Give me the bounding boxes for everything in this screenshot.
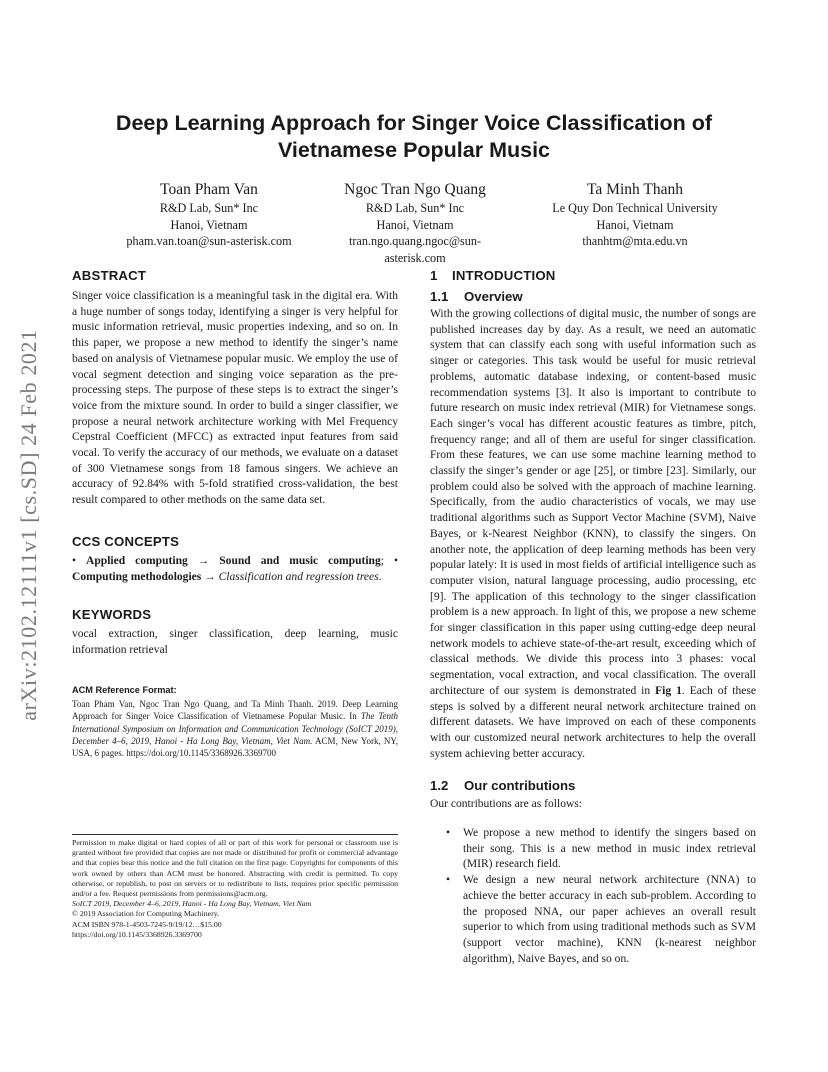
list-item-text: We propose a new method to identify the singers based on their song. This is a new method in music index retrieval (MIR) research field. bbox=[463, 827, 756, 871]
contributions-list bbox=[440, 826, 756, 967]
author-name: Ngoc Tran Ngo Quang bbox=[344, 181, 486, 198]
section-number: 1 bbox=[430, 268, 438, 283]
overview-text-cont: . Each of these steps is solved by a different neural network architecture trained on different datasets. We have improved on each of these components with our customized neural network architectures to help the overall system achieving better accuracy. bbox=[430, 684, 757, 760]
ccs-bullet: • bbox=[393, 555, 398, 567]
arxiv-stamp bbox=[10, 290, 48, 760]
title-line-2: Vietnamese Popular Music bbox=[277, 138, 551, 162]
author-name: Toan Pham Van bbox=[160, 181, 258, 198]
ccs-arrow: → bbox=[201, 570, 219, 583]
ccs-bullet: • bbox=[72, 555, 77, 567]
ccs-concept-4: Classification and regression trees bbox=[218, 570, 379, 583]
acm-ref-heading: ACM Reference Format: bbox=[72, 685, 177, 695]
abstract-text: Singer voice classification is a meaningful task in the digital era. With a huge number of songs today, identifying a singer is very helpful for music information retrieval, music properties indexing, and so on. In this paper, we propose a new method to identify the singer’s name based on analysis of Vietnamese popular music. We employ the use of vocal segment detection and singing voice separation as the pre-processing steps. The purpose of these steps is to extract the singer’s voice from the mixture sound. In order to build a singer classifier, we propose a neural network architecture working with Mel Frequency Cepstral Coefficient (MFCC) as extracted input features from said vocal. To verify the accuracy of our methods, we evaluate on a dataset of 300 Vietnamese songs from 18 famous singers. We achieve an accuracy of 92.84% with 5-fold stratified cross-validation, the best result compared to other methods on the same data set. bbox=[72, 290, 398, 507]
arxiv-id: arXiv:2102.12111v1 [cs.SD] 24 Feb 2021 bbox=[16, 329, 41, 721]
subsection-number: 1.2 bbox=[430, 778, 449, 793]
author-location: Hanoi, Vietnam bbox=[376, 217, 454, 232]
keywords-text: vocal extraction, singer classification, deep learning, music information retrieval bbox=[72, 628, 398, 656]
list-item bbox=[440, 873, 756, 967]
author-email: thanhtm@mta.edu.vn bbox=[582, 234, 688, 248]
ccs-concept-2: Sound and music computing bbox=[219, 555, 381, 567]
subsection-number: 1.1 bbox=[430, 289, 449, 304]
footnote-rule bbox=[72, 834, 398, 835]
acm-ref-venue: The Tenth International Symposium on Information and Communication Technology (SoICT 2019), December 4–6, 2019, Hanoi - Ha Long Bay, Vietnam, Viet Nam. bbox=[72, 711, 399, 746]
acm-ref-publisher: ACM, New York, NY, USA, 6 pages. https://doi.org/10.1145/3368926.3369700 bbox=[72, 735, 398, 759]
paper-title bbox=[60, 110, 768, 164]
bullet: • bbox=[446, 874, 451, 887]
author-block-3 bbox=[515, 180, 755, 250]
acm-ref-authors: Toan Pham Van, Ngoc Tran Ngo Quang, and Ta Minh Thanh. 2019. Deep Learning Approach for Singer Voice Classification of Vietnamese Popular Music. In bbox=[72, 699, 398, 722]
author-email: pham.van.toan@sun-asterisk.com bbox=[126, 234, 292, 248]
subsection-title: Overview bbox=[464, 289, 523, 304]
permission-notice bbox=[72, 838, 398, 940]
author-location: Hanoi, Vietnam bbox=[170, 217, 248, 232]
list-item bbox=[440, 826, 756, 873]
section-heading-introduction bbox=[430, 268, 556, 284]
author-email-cont: asterisk.com bbox=[384, 250, 446, 265]
list-item-text: We design a new neural network architecture (NNA) to achieve the better accuracy in each sub-problem. According to the proposed NNA, our paper achieves an overall result superior to which from using traditional methods such as SVM (support vector machine), KNN (k-nearest neighbor algorithm), Naive Bayes, and so on. bbox=[463, 874, 756, 965]
figure-reference: Fig 1 bbox=[655, 684, 682, 697]
author-block-2 bbox=[325, 180, 505, 266]
abstract-heading: ABSTRACT bbox=[72, 268, 147, 283]
subsection-title: Our contributions bbox=[464, 778, 576, 793]
ccs-concepts bbox=[72, 554, 398, 585]
contributions-lead: Our contributions are as follows: bbox=[430, 798, 583, 810]
subsection-heading-contributions bbox=[430, 778, 575, 793]
permission-text: Permission to make digital or hard copies of all or part of this work for personal or classroom use is granted without fee provided that copies are not made or distributed for profit or commercial advantage and that copies bear this notice and the full citation on the first page. Copyrights for components of this work owned by others than ACM must be honored. Abstracting with credit is permitted. To copy otherwise, or republish, to post on servers or to redistribute to lists, requires prior specific permission and/or a fee. Request permissions from permissions@acm.org. bbox=[72, 838, 398, 899]
author-name: Ta Minh Thanh bbox=[587, 181, 683, 198]
permission-isbn: ACM ISBN 978-1-4503-7245-9/19/12…$15.00 bbox=[72, 919, 222, 929]
author-affiliation: R&D Lab, Sun* Inc bbox=[365, 201, 465, 215]
section-title: INTRODUCTION bbox=[452, 268, 556, 283]
author-email: tran.ngo.quang.ngoc@sun- bbox=[348, 234, 482, 248]
permission-doi: https://doi.org/10.1145/3368926.3369700 bbox=[72, 929, 202, 939]
ccs-heading: CCS CONCEPTS bbox=[72, 534, 180, 549]
subsection-heading-overview bbox=[430, 289, 523, 304]
ccs-concept-3: Computing methodologies bbox=[72, 570, 202, 583]
author-affiliation: R&D Lab, Sun* Inc bbox=[159, 201, 259, 215]
overview-paragraph bbox=[430, 307, 756, 762]
overview-text: With the growing collections of digital music, the number of songs are published increases day by day. As a result, we need an automatic system that can classify each song with useful information such as singer or categories. This task would be useful for music retrieval problems, automatic database indexing, or content-based music recommendation systems [3]. It also is important to contribute to future research on music index retrieval (MIR) for Vietnamese songs. Each singer’s vocal has different acoustic features as timbre, pitch, frequency range; and all of them are useful for singer classification. From these features, we can use some machine learning method to classify the singer’s gender or age [25], or timbre [23]. Similarly, our problem could also be solved with the approach of machine learning. Specifically, from the audio characteristics of vocals, we may use traditional algorithms such as Support Vector Machine (SVM), Naive Bayes, or k-Nearest Neighbor (KNN), to classify the singers. On another note, the application of deep learning methods has been very popular lately: It is used in most fields of artificial intelligence such as computer vision, natural language processing, audio processing, etc [9]. The application of this technology to the singer classification problem is a new approach. In light of this, we propose a new scheme for singer classification in this paper using cutting-edge deep neural network models to achieve state-of-the-art result, exceeding which of classical methods. We divide this process into 3 phases: vocal segmentation, vocal extraction, and vocal classification. The overall architecture of our system is demonstrated in bbox=[430, 308, 756, 697]
permission-copyright: © 2019 Association for Computing Machinery. bbox=[72, 909, 220, 919]
permission-conference: SoICT 2019, December 4–6, 2019, Hanoi - Ha Long Bay, Vietnam, Viet Nam bbox=[72, 899, 312, 909]
author-location: Hanoi, Vietnam bbox=[596, 217, 674, 232]
acm-ref-text bbox=[72, 698, 398, 759]
ccs-separator: ; bbox=[380, 555, 394, 567]
ccs-arrow: → bbox=[187, 555, 220, 567]
ccs-end: . bbox=[378, 570, 382, 583]
author-affiliation: Le Quy Don Technical University bbox=[552, 201, 718, 215]
title-line-1: Deep Learning Approach for Singer Voice Classification of bbox=[115, 111, 713, 135]
keywords-heading: KEYWORDS bbox=[72, 607, 152, 622]
ccs-concept-1: Applied computing bbox=[86, 555, 188, 567]
bullet: • bbox=[446, 827, 451, 839]
